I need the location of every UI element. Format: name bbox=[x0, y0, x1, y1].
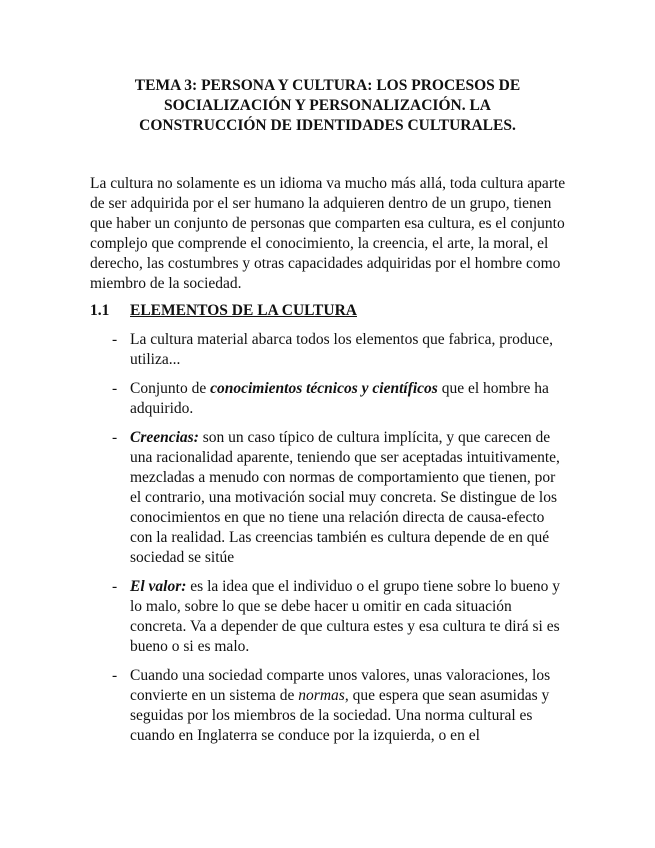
section-number: 1.1 bbox=[90, 302, 110, 319]
section-heading bbox=[90, 301, 568, 321]
list-item-conocimientos bbox=[90, 379, 568, 419]
title-line-3: CONSTRUCCIÓN DE IDENTIDADES CULTURALES. bbox=[139, 117, 516, 134]
title-line-2: SOCIALIZACIÓN Y PERSONALIZACIÓN. LA bbox=[164, 97, 491, 114]
bullet-dash: - bbox=[112, 429, 118, 446]
item-emphasis: conocimientos técnicos y científicos bbox=[210, 380, 438, 397]
list-item-material bbox=[90, 330, 568, 370]
bullet-dash: - bbox=[112, 380, 118, 397]
title-line-1: TEMA 3: PERSONA Y CULTURA: LOS PROCESOS DE bbox=[134, 77, 521, 94]
item-lead-term: Creencias: bbox=[130, 429, 199, 446]
item-text: son un caso típico de cultura implícita, y que carecen de una racionalidad aparente, teniendo que ser aceptadas intuitivamente, mezcladas a menudo con normas de comportamiento que tienen, por el contrario, una motivación social muy concreta. Se distingue de los conocimientos en que no tiene una relación directa de causa-efecto con la realidad. Las creencias también es cultura depende de en qué sociedad se sitúe bbox=[130, 429, 560, 566]
item-text-post: que el hombre ha adquirido. bbox=[130, 380, 549, 417]
item-text-pre: Cuando una sociedad comparte unos valores, unas valoraciones, los convierte en un sistema de bbox=[130, 667, 551, 704]
item-text: La cultura material abarca todos los elementos que fabrica, produce, utiliza... bbox=[130, 331, 554, 368]
list-item-valor bbox=[90, 577, 568, 657]
item-emphasis: normas bbox=[298, 687, 345, 704]
document-title bbox=[90, 76, 565, 136]
item-text-pre: Conjunto de bbox=[130, 380, 211, 397]
item-lead-term: El valor: bbox=[130, 578, 187, 595]
list-item-creencias bbox=[90, 428, 568, 568]
item-text: es la idea que el individuo o el grupo tiene sobre lo bueno y lo malo, sobre lo que se debe hacer u omitir en cada situación concreta. Va a depender de que cultura estes y esa cultura te dirá si es bueno o si es malo. bbox=[130, 578, 561, 655]
intro-paragraph: La cultura no solamente es un idioma va mucho más allá, toda cultura aparte de ser adquirida por el ser humano la adquieren dentro de un grupo, tienen que haber un conjunto de personas que comparten esa cultura, es el conjunto complejo que comprende el conocimiento, la creencia, el arte, la moral, el derecho, las costumbres y otras capacidades adquiridas por el hombre como miembro de la sociedad. bbox=[90, 175, 566, 292]
item-text-post: , que espera que sean asumidas y seguidas por los miembros de la sociedad. Una norma cultural es cuando en Inglaterra se conduce por la izquierda, o en el bbox=[130, 687, 550, 744]
bullet-dash: - bbox=[112, 578, 118, 595]
list-item-normas bbox=[90, 666, 568, 746]
bullet-dash: - bbox=[112, 667, 118, 684]
bullet-dash: - bbox=[112, 331, 118, 348]
elements-list bbox=[90, 330, 568, 755]
section-title: ELEMENTOS DE LA CULTURA bbox=[130, 302, 357, 319]
